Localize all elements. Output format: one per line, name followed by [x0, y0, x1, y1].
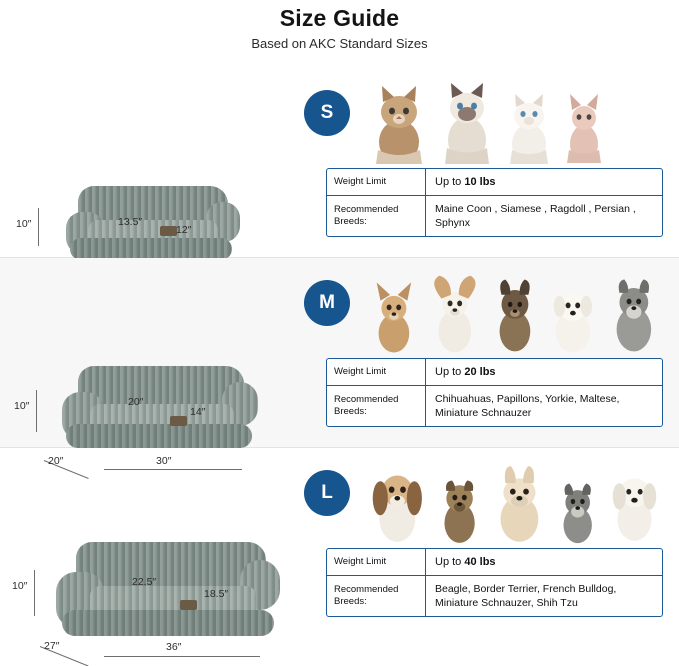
page-subtitle: Based on AKC Standard Sizes	[251, 36, 428, 51]
page-title: Size Guide	[279, 5, 400, 31]
dog-photo	[555, 474, 600, 546]
info-small	[296, 68, 679, 257]
dog-photo	[368, 458, 427, 546]
weight-value: 40 lbs	[464, 556, 496, 568]
spec-label-breeds: Recommended Breeds:	[327, 196, 426, 236]
product-illustration-large	[0, 448, 296, 653]
spec-value-breeds: Maine Coon , Siamese , Ragdoll , Persian , Sphynx	[435, 203, 636, 229]
product-illustration-medium	[0, 258, 296, 467]
dim-line-height	[36, 390, 37, 432]
size-row-small	[0, 68, 679, 257]
spec-row-breeds	[327, 575, 662, 616]
dim-inner-width: 22.5″	[132, 576, 157, 588]
dog-photo	[608, 462, 661, 546]
pet-photos-small	[368, 74, 661, 166]
cat-photo	[562, 92, 606, 166]
dim-inner-depth: 12″	[176, 224, 192, 236]
dim-line-height	[38, 208, 39, 246]
spec-value-breeds: Beagle, Border Terrier, French Bulldog, Miniature Schnauzer, Shih Tzu	[435, 583, 617, 609]
sofa-illustration	[40, 540, 296, 652]
dim-line-width	[104, 656, 260, 657]
cat-photo	[504, 88, 554, 166]
dog-photo	[428, 270, 482, 356]
spec-table-large	[326, 548, 663, 617]
info-large	[296, 448, 679, 637]
spec-label-breeds: Recommended Breeds:	[327, 576, 426, 616]
spec-value-weight	[426, 169, 662, 195]
dim-width: 30″	[156, 455, 172, 467]
cat-photo	[438, 78, 496, 166]
spec-label-breeds: Recommended Breeds:	[327, 386, 426, 426]
dim-inner-depth: 14″	[190, 406, 206, 418]
dim-inner-width: 20″	[128, 396, 144, 408]
spec-row-weight	[327, 549, 662, 575]
spec-row-breeds	[327, 385, 662, 426]
dim-line-height	[34, 570, 35, 616]
dim-height: 10″	[12, 580, 28, 592]
weight-prefix: Up to	[435, 366, 462, 378]
dim-height: 10″	[16, 218, 32, 230]
dim-inner-depth: 18.5″	[204, 588, 229, 600]
product-illustration-small	[0, 68, 296, 257]
weight-value: 10 lbs	[464, 176, 496, 188]
page-header	[0, 0, 679, 52]
cat-photo	[368, 80, 430, 166]
spec-label-weight: Weight Limit	[327, 549, 426, 575]
dim-height: 10″	[14, 400, 30, 412]
size-rows	[0, 68, 679, 653]
weight-prefix: Up to	[435, 176, 462, 188]
spec-table-medium	[326, 358, 663, 427]
dog-photo	[368, 276, 420, 356]
spec-value-weight	[426, 549, 662, 575]
spec-label-weight: Weight Limit	[327, 359, 426, 385]
dog-photo	[435, 468, 484, 546]
dim-width: 36″	[166, 641, 182, 653]
spec-table-small	[326, 168, 663, 237]
size-row-large	[0, 448, 679, 653]
weight-value: 20 lbs	[464, 366, 496, 378]
spec-row-breeds	[327, 195, 662, 236]
dog-photo	[547, 274, 599, 356]
pet-photos-large	[368, 454, 661, 546]
sofa-illustration	[44, 362, 270, 462]
spec-row-weight	[327, 169, 662, 195]
dog-photo	[492, 460, 547, 546]
dim-inner-width: 13.5″	[118, 216, 143, 228]
dog-photo	[490, 272, 540, 356]
pet-photos-medium	[368, 264, 661, 356]
size-badge-small: S	[304, 90, 350, 136]
spec-row-weight	[327, 359, 662, 385]
size-row-medium	[0, 258, 679, 467]
size-badge-large: L	[304, 470, 350, 516]
spec-value-breeds: Chihuahuas, Papillons, Yorkie, Maltese, Miniature Schnauzer	[435, 393, 620, 419]
weight-prefix: Up to	[435, 556, 462, 568]
dog-photo	[607, 270, 661, 356]
spec-label-weight: Weight Limit	[327, 169, 426, 195]
size-badge-medium: M	[304, 280, 350, 326]
dim-depth: 20″	[48, 455, 64, 467]
dim-depth: 27″	[44, 640, 60, 652]
spec-value-weight	[426, 359, 662, 385]
info-medium	[296, 258, 679, 447]
